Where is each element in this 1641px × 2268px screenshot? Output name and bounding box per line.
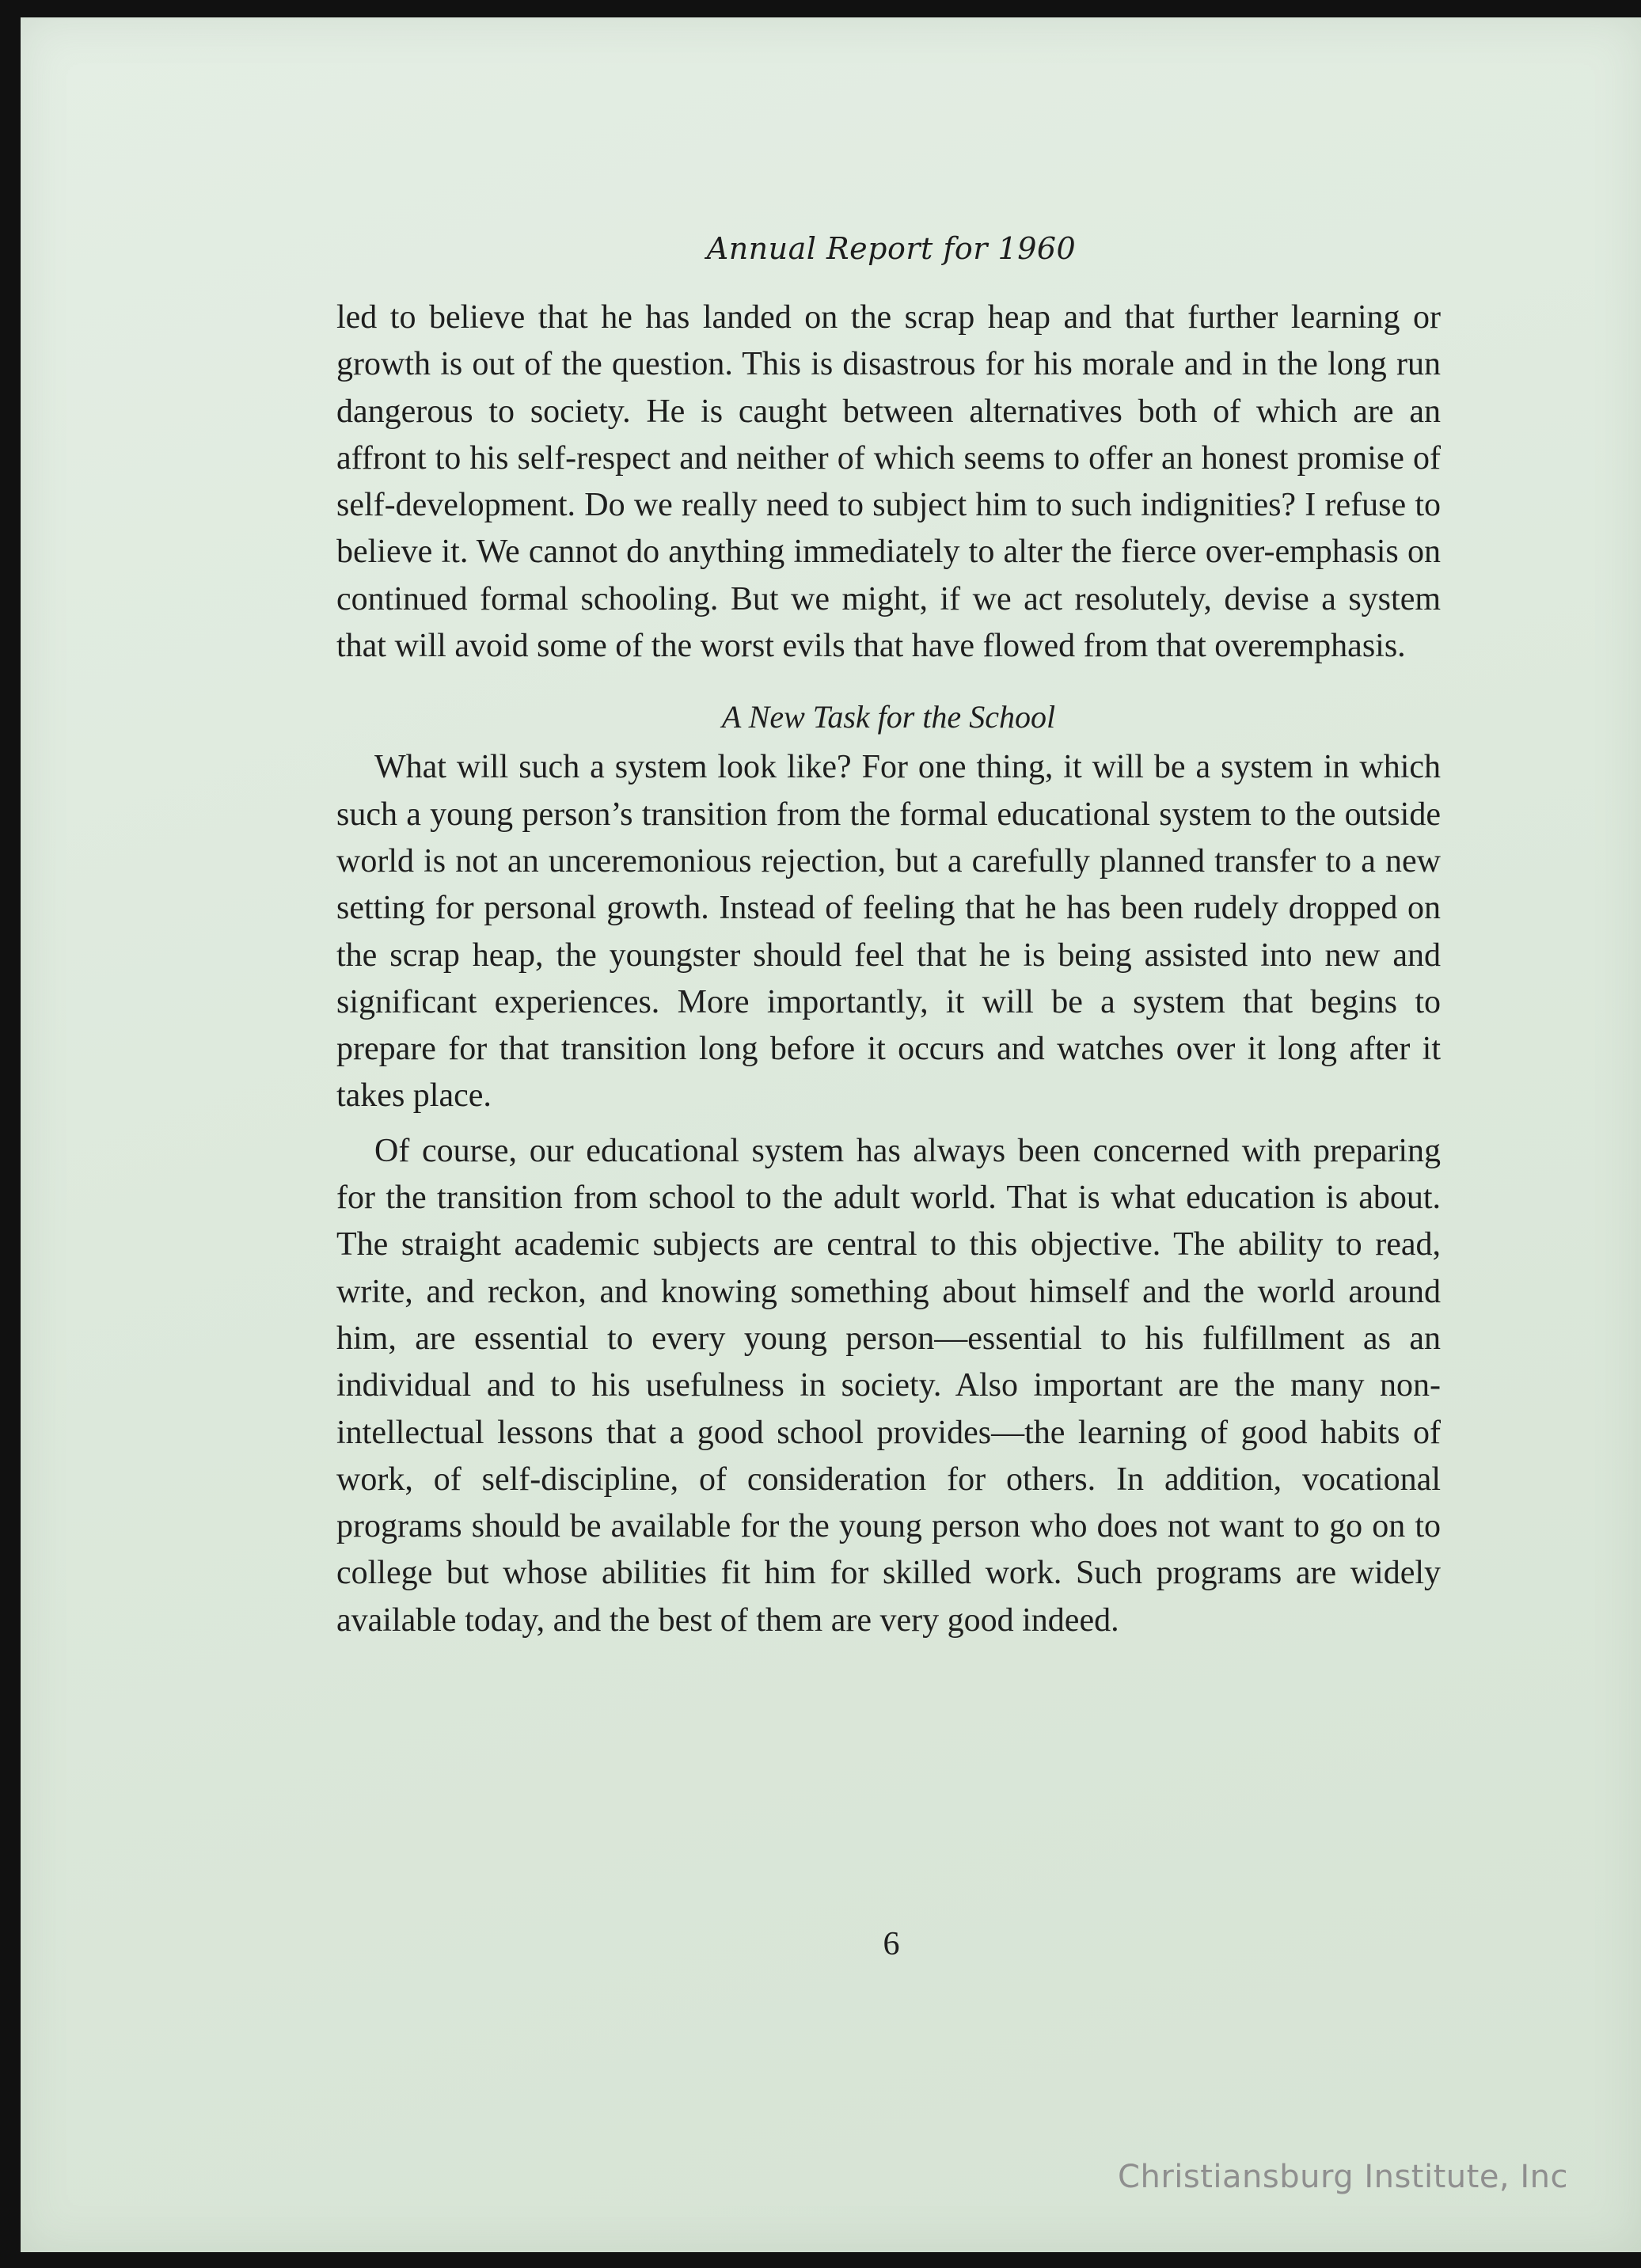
- section-heading: A New Task for the School: [721, 699, 1056, 735]
- paragraph-new-task: What will such a system look like? For one thing, it will be a system in which such a young person’s transition from the formal educational system to the outside world is not an unceremonious rejection, but a carefully planned transfer to a new setting for personal growth. Instead of feeling that he has been rudely dropped on the scrap heap, the youngster should feel that he is being assisted into new and significant experiences. More importantly, it will be a system that begins to prepare for that transition long before it occurs and watches over it long after it takes place.: [336, 749, 1441, 1115]
- watermark: Christiansburg Institute, Inc: [1118, 2159, 1568, 2195]
- paragraph-gap: [336, 1120, 1441, 1128]
- paragraph-educational-system: Of course, our educational system has always been concerned with preparing for the transition from school to the adult world. That is what education is about. The straight academic subjects are central to this objective. The ability to read, write, and reckon, and knowing something about himself and the world around him, are essential to every young person—essential to his fulfillment as an individual and to his usefulness in society. Also important are the many non-intellectual lessons that a good school provides—the learning of good habits of work, of self-discipline, of consideration for others. In addition, vocational programs should be available for the young person who does not want to go on to college but whose abilities fit him for skilled work. Such programs are widely available today, and the best of them are very good indeed.: [336, 1132, 1441, 1639]
- document-page: [21, 17, 1641, 2252]
- page-number: 6: [883, 1926, 900, 1962]
- body-text: [336, 294, 1441, 1644]
- running-head: Annual Report for 1960: [706, 231, 1077, 266]
- paragraph-continuation: led to believe that he has landed on the scrap heap and that further learning or growth is out of the question. This is disastrous for his morale and in the long run dangerous to society. He is caught between alternatives both of which are an affront to his self-respect and neither of which seems to offer an honest promise of self-development. Do we really need to subject him to such indignities? I refuse to believe it. We cannot do anything immediately to alter the fierce over-emphasis on continued formal schooling. But we might, if we act resolutely, devise a system that will avoid some of the worst evils that have flowed from that overemphasis.: [336, 299, 1441, 665]
